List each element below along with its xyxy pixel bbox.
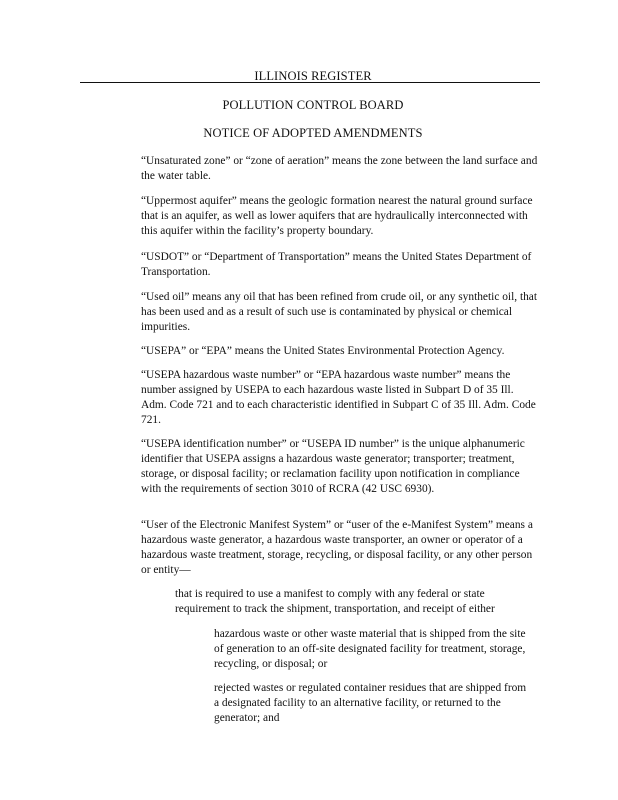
subclause-rejected-wastes: rejected wastes or regulated container residues that are shipped from a designated facility to an alternative facility, or returned to the generator; and [214,682,527,724]
definition-unsaturated-zone: “Unsaturated zone” or “zone of aeration” means the zone between the land surface and the water table. [141,155,538,182]
definition-usepa: “USEPA” or “EPA” means the United States Environmental Protection Agency. [141,345,505,357]
definition-usdot: “USDOT” or “Department of Transportation” means the United States Department of Transportation. [141,251,532,278]
board-title: POLLUTION CONTROL BOARD [222,98,404,112]
header-rule [80,82,540,83]
definition-user-of-emanifest: “User of the Electronic Manifest System” or “user of the e-Manifest System” means a hazardous waste generator, a hazardous waste transporter, an owner or operator of a hazardous waste treatment, storage, recycling, or disposal facility, or any other person or entity— [141,519,533,576]
notice-title: NOTICE OF ADOPTED AMENDMENTS [203,126,423,140]
register-title: ILLINOIS REGISTER [254,69,372,83]
subclause-hazardous-waste: hazardous waste or other waste material that is shipped from the site of generation to an off-site designated facility for treatment, storage, recycling, or disposal; or [214,628,526,670]
subclause-required-to-use: that is required to use a manifest to comply with any federal or state requirement to track the shipment, transportation, and receipt of either [175,588,495,615]
definition-usepa-identification-number: “USEPA identification number” or “USEPA ID number” is the unique alphanumeric identifier that USEPA assigns a hazardous waste generator; transporter; treatment, storage, or disposal facility; or reclamation facility upon notification in compliance with the requirements of section 3010 of RCRA (42 USC 6930). [141,438,525,495]
definition-used-oil: “Used oil” means any oil that has been refined from crude oil, or any synthetic oil, that has been used and as a result of such use is contaminated by physical or chemical impurities. [141,291,538,333]
definition-uppermost-aquifer: “Uppermost aquifer” means the geologic formation nearest the natural ground surface that is an aquifer, as well as lower aquifers that are hydraulically interconnected with this aquifer within the facility’s property boundary. [141,195,533,237]
definition-usepa-hazardous-waste-number: “USEPA hazardous waste number” or “EPA hazardous waste number” means the number assigned by USEPA to each hazardous waste listed in Subpart D of 35 Ill. Adm. Code 721 and to each characteristic identified in Subpart C of 35 Ill. Adm. Code 721. [141,369,536,426]
